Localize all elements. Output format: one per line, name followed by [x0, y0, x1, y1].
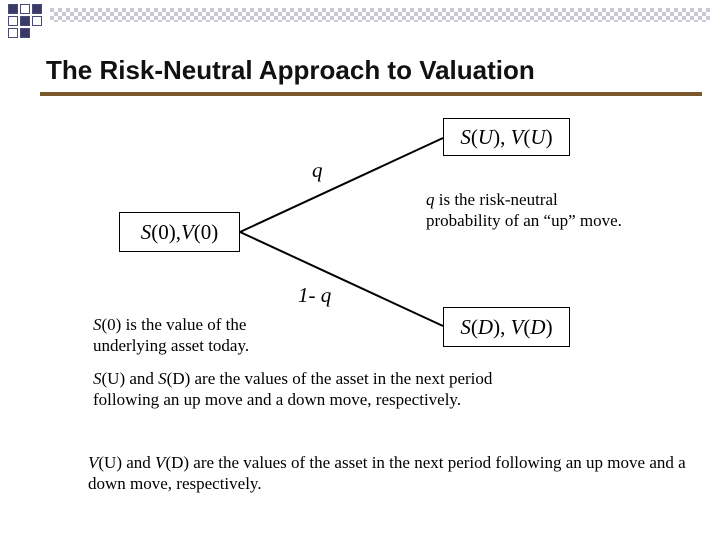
- su-sd-definition-text: (D) are the values of the asset in the next period following an up move and a down move, respectively.: [93, 369, 493, 409]
- su-symbol: S: [93, 369, 102, 388]
- s-symbol: S: [93, 315, 102, 334]
- down-node: S ( D ), V ( D ): [443, 307, 570, 347]
- up-branch: [240, 138, 443, 232]
- root-v-symbol: V: [180, 219, 194, 244]
- vu-symbol: V: [88, 453, 99, 472]
- vu-vd-definition: [88, 452, 688, 494]
- root-v-arg: (0): [193, 219, 219, 244]
- up-u-symbol: U: [477, 124, 494, 149]
- s0-definition-text: (0) is the value of the underlying asset today.: [93, 315, 250, 355]
- down-probability: 1- q: [298, 283, 332, 307]
- up-u2-symbol: U: [530, 124, 546, 149]
- sd-symbol: S: [158, 369, 167, 388]
- down-v-symbol: V: [510, 314, 524, 339]
- q-symbol: q: [426, 190, 435, 209]
- vu-text: (U) and: [98, 453, 156, 472]
- root-s-symbol: S: [140, 219, 152, 244]
- su-sd-definition: [93, 368, 523, 410]
- slide-title: The Risk-Neutral Approach to Valuation: [46, 55, 535, 85]
- su-text: (U) and: [101, 369, 159, 388]
- q-definition-text: is the risk-neutral probability of an “up” move.: [426, 190, 622, 230]
- s0-definition: [93, 314, 303, 356]
- root-node: [119, 212, 240, 252]
- up-node: S ( U ), V ( U ): [443, 118, 570, 156]
- down-d-symbol: D: [477, 314, 494, 339]
- up-probability: q: [312, 158, 323, 182]
- q-definition: [426, 189, 626, 231]
- up-v-symbol: V: [510, 124, 524, 149]
- vu-vd-definition-text: (D) are the values of the asset in the next period following an up move and a down move, respectively.: [88, 453, 686, 493]
- vd-symbol: V: [155, 453, 166, 472]
- up-s-symbol: S: [460, 124, 471, 149]
- down-branch: [240, 232, 443, 326]
- root-s-arg: (0),: [151, 219, 181, 244]
- down-d2-symbol: D: [530, 314, 546, 339]
- down-s-symbol: S: [460, 314, 471, 339]
